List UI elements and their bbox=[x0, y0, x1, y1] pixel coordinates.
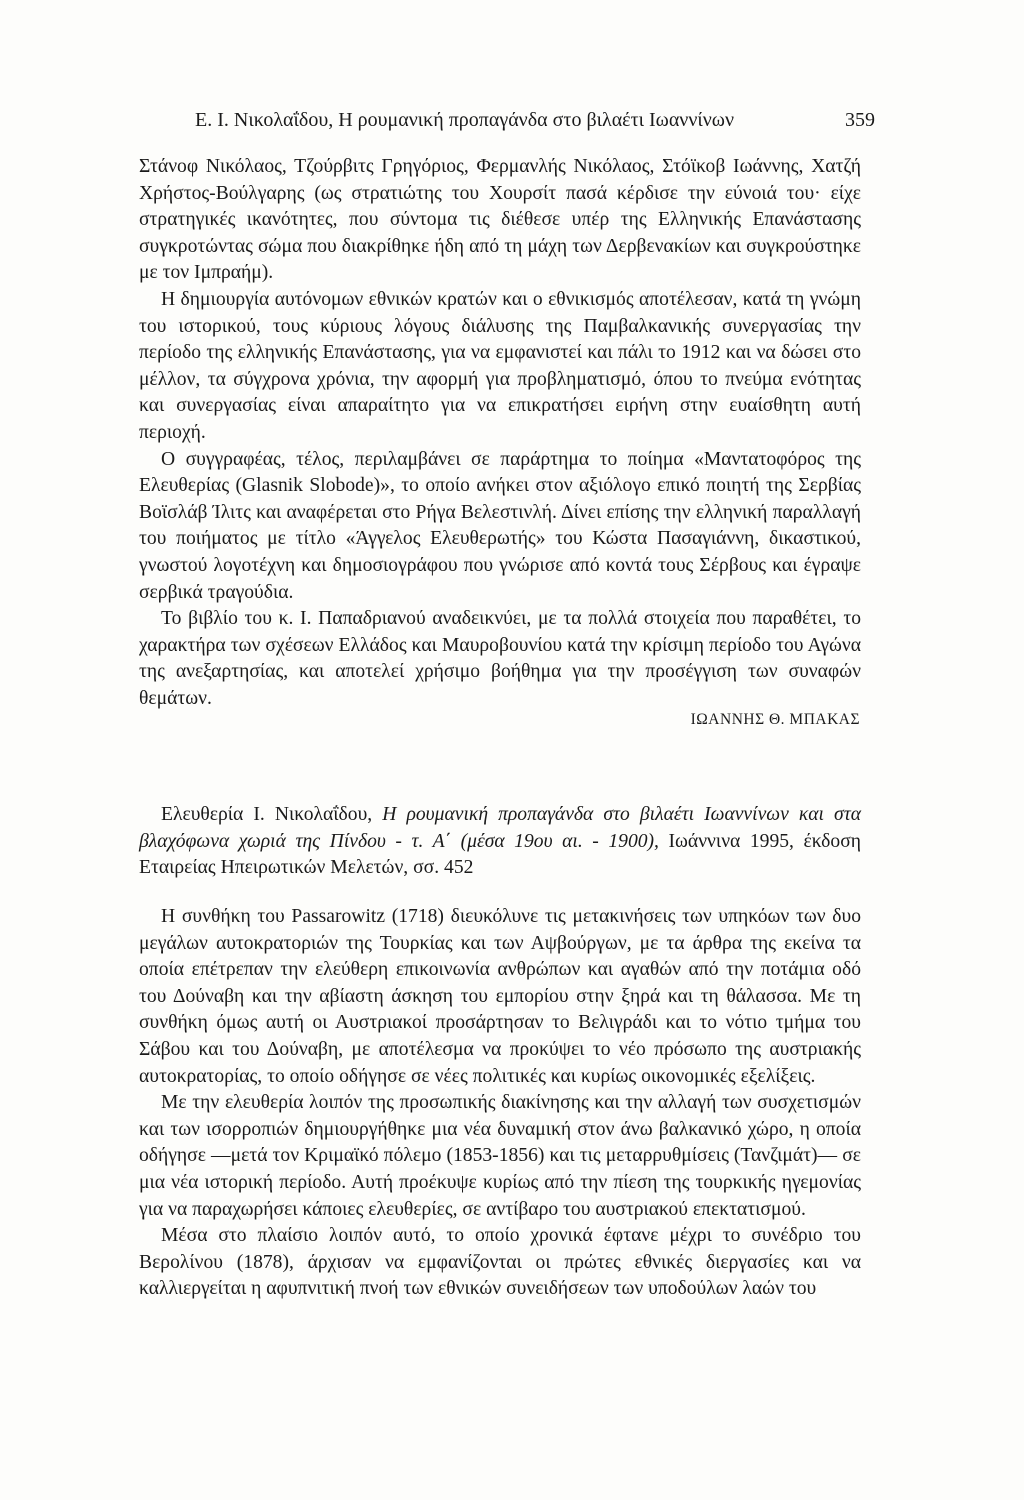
page-number: 359 bbox=[845, 109, 875, 131]
citation-author: Ελευθερία Ι. Νικολαΐδου, bbox=[161, 804, 373, 825]
review-1-paragraph: Η δημιουργία αυτόνομων εθνικών κρατών και ο εθνικισμός αποτέλεσαν, κατά τη γνώμη του ιστορικού, τους κύριους λόγους διάλυσης της Παμβαλκανικής συνεργασίας την περίοδο της ελληνικής Επανάστασης, για να εμφανιστεί και πάλι το 1912 και να δώσει στο μέλλον, τα σύγχρονα χρόνια, την αφορμή για προβληματισμό, όπου το πνεύμα ενότητας και συνεργασίας είναι απαραίτητο για να επικρατήσει ειρήνη στην ευαίσθητη αυτή περιοχή. bbox=[139, 288, 861, 443]
review-2-citation bbox=[139, 802, 861, 882]
review-1-paragraph: Στάνοφ Νικόλαος, Τζούρβιτς Γρηγόριος, Φερμανλής Νικόλαος, Στόϊκοβ Ιωάννης, Χατζή Χρήστος-Βούλγαρης (ως στρατιώτης του Χουρσίτ πασά κέρδισε την εύνοιά του· είχε στρατηγικές ικανότητες, που σύντομα τις διέθεσε υπέρ της Ελληνικής Επανάστασης συγκροτώντας σώμα που διακρίθηκε ήδη από τη μάχη των Δερβενακίων και συγκρούστηκε με τον Ιμπραήμ). bbox=[139, 156, 861, 284]
review-1-paragraph: Ο συγγραφέας, τέλος, περιλαμβάνει σε παράρτημα το ποίημα «Μαντατοφόρος της Ελευθερίας (Glasnik Slobode)», το οποίο ανήκει στον αξιόλογο επικό ποιητή της Σερβίας Βοϊσλάβ Ίλιτς και αναφέρεται στο Ρήγα Βελεστινλή. Δίνει επίσης την ελληνική παραλλαγή του ποιήματος με τίτλο «Άγγελος Ελευθερωτής» του Κώστα Πασαγιάννη, δικαστικού, γνωστού λογοτέχνη και δημοσιογράφου που γνώρισε από κοντά τους Σέρβους και έγραψε σερβικά τραγούδια. bbox=[139, 448, 861, 603]
review-2-paragraph: Μέσα στο πλαίσιο λοιπόν αυτό, το οποίο χρονικά έφτανε μέχρι το συνέδριο του Βερολίνου (1878), άρχισαν να εμφανίζονται οι πρώτες εθνικές διεργασίες και να καλλιεργείται η αφυπνιτική πνοή των εθνικών συνειδήσεων των υποδούλων λαών του bbox=[139, 1225, 861, 1300]
review-2-paragraph: Με την ελευθερία λοιπόν της προσωπικής διακίνησης και την αλλαγή των συσχετισμών και των ισορροπιών δημιουργήθηκε μια νέα δυναμική στον άνω βαλκανικό χώρο, η οποία οδήγησε —μετά τον Κριμαϊκό πόλεμο (1853-1856) και τις μεταρρυθμίσεις (Τανζιμάτ)— σε μια νέα ιστορική περίοδο. Αυτή προέκυψε κυρίως από την πίεση της τουρκικής ηγεμονίας για να παραχωρήσει κάποιες ελευθερίες, σε αντίβαρο του αυστριακού επεκτατισμού. bbox=[139, 1092, 861, 1220]
running-title: Ε. Ι. Νικολαΐδου, Η ρουμανική προπαγάνδα στο βιλαέτι Ιωαννίνων bbox=[195, 109, 735, 131]
review-2-body bbox=[139, 904, 861, 1303]
review-1-paragraph: Το βιβλίο του κ. Ι. Παπαδριανού αναδεικνύει, με τα πολλά στοιχεία που παραθέτει, το χαρακτήρα των σχέσεων Ελλάδος και Μαυροβουνίου κατά την κρίσιμη περίοδο του Αγώνα της ανεξαρτησίας, και αποτελεί χρήσιμο βοήθημα για την προσέγγιση των συναφών θεμάτων. bbox=[139, 608, 861, 709]
review-2-paragraph: Η συνθήκη του Passarowitz (1718) διευκόλυνε τις μετακινήσεις των υπηκόων των δυο μεγάλων αυτοκρατοριών της Τουρκίας και των Αψβούργων, με τα άρθρα της εκείνα τα οποία επέτρεπαν την ελεύθερη επικοινωνία ανθρώπων και αγαθών από την ποτάμια οδό του Δούναβη και την αβίαστη άσκηση του εμπορίου στην ξηρά και τη θάλασσα. Με τη συνθήκη όμως αυτή οι Αυστριακοί προσάρτησαν το Βελιγράδι και το νότιο τμήμα του Σάβου και του Δούναβη, με αποτέλεσμα να προκύψει το νέο πρόσωπο της αυστριακής αυτοκρατορίας, το οποίο οδήγησε σε νέες πολιτικές και κυρίως οικονομικές εξελίξεις. bbox=[139, 906, 861, 1087]
citation-title: Η ρουμανική προπαγάνδα στο βιλαέτι Ιωαννίνων και στα βλαχόφωνα χωριά της Πίνδου - τ. Α΄ (μέσα 19ου αι. - 1900), bbox=[139, 804, 861, 852]
review-1-body bbox=[139, 154, 861, 712]
reviewer-signature: ΙΩΑΝΝΗΣ Θ. ΜΠΑΚΑΣ bbox=[690, 711, 860, 728]
citation-publication: Ιωάννινα 1995, έκδοση Εταιρείας Ηπειρωτικών Μελετών, σσ. 452 bbox=[139, 830, 861, 879]
